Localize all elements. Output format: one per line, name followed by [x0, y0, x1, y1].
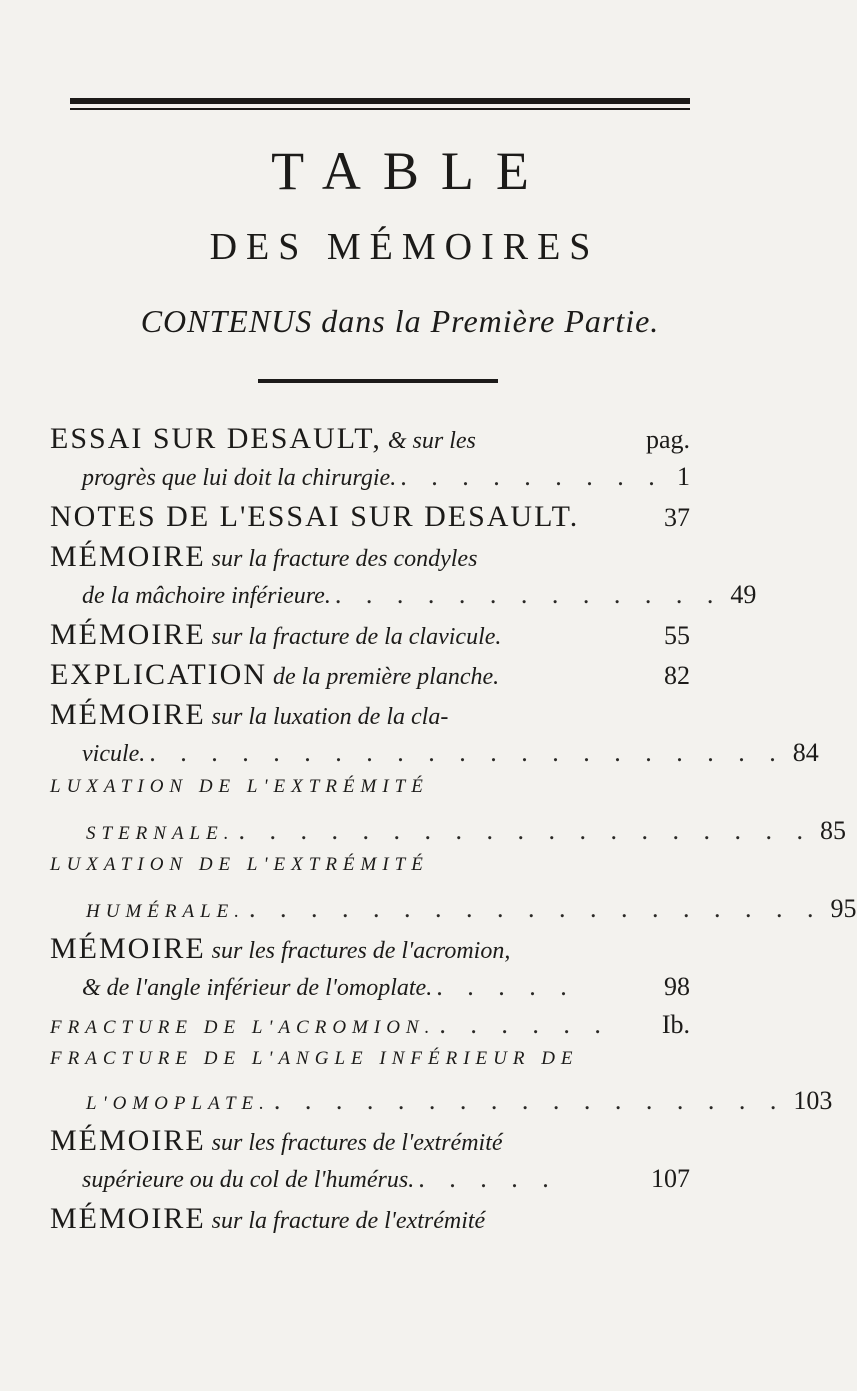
- entry-heading: LUXATION DE L'EXTRÉMITÉ: [50, 776, 429, 797]
- entry-text: sur les fractures de l'extrémité: [211, 1130, 503, 1156]
- leader-dots: . . . . . . . . . . . . . . . . . . .: [249, 894, 823, 923]
- page-subtitle: DES MÉMOIRES: [209, 226, 600, 268]
- entry-text: de la mâchoire inférieure.: [82, 583, 331, 609]
- page-label: pag.: [645, 425, 690, 454]
- toc-entry: [50, 500, 690, 540]
- leader-dots: . . . . . . . . .: [400, 462, 664, 491]
- page-number: 1: [677, 462, 690, 491]
- entry-text: sur la fracture de la clavicule.: [211, 624, 502, 650]
- leader-dots: . . . . . . . . . . . . . . . . . . . . .: [149, 738, 785, 767]
- short-divider-rule: [258, 379, 498, 383]
- entry-heading: FRACTURE DE L'ACROMION.: [50, 1017, 436, 1038]
- page-number: 37: [664, 503, 690, 532]
- entry-heading: MÉMOIRE: [50, 1124, 206, 1157]
- leader-dots: . . . . . .: [439, 1010, 610, 1039]
- leader-dots: . . . . .: [436, 972, 576, 1001]
- toc-entry: [50, 738, 819, 776]
- entry-text: & sur les: [387, 428, 476, 454]
- toc-entry: [50, 1048, 690, 1086]
- entry-text: progrès que lui doit la chirurgie.: [82, 465, 397, 491]
- toc-entry: [50, 1164, 690, 1202]
- page-number: 85: [819, 816, 846, 845]
- entry-text: sur la fracture de l'extrémité: [211, 1208, 486, 1234]
- page-number: 82: [664, 661, 690, 690]
- leader-dots: . . . . . . . . . . . . . . . . .: [273, 1086, 786, 1115]
- entry-heading: ESSAI SUR DESAULT,: [50, 422, 382, 455]
- entry-heading: MÉMOIRE: [50, 1202, 206, 1235]
- entry-heading: MÉMOIRE: [50, 540, 206, 573]
- toc-entry: [50, 854, 690, 894]
- toc-entry: [50, 1086, 833, 1124]
- page-number: 107: [651, 1164, 690, 1193]
- toc-entry: [50, 618, 690, 658]
- entry-heading: MÉMOIRE: [50, 932, 206, 965]
- toc-entry: [50, 658, 690, 698]
- toc-entry: [50, 540, 690, 580]
- entry-text: supérieure ou du col de l'humérus.: [82, 1167, 415, 1193]
- toc-entry: [50, 1124, 690, 1164]
- entry-heading: L'OMOPLATE.: [86, 1093, 270, 1114]
- top-double-rule: [70, 98, 690, 110]
- toc-entry: [50, 1010, 690, 1048]
- toc-entry: [50, 580, 757, 618]
- entry-heading: STERNALE.: [86, 823, 235, 844]
- page-number: Ib.: [661, 1010, 690, 1039]
- page-number: 84: [792, 738, 819, 767]
- entry-heading: MÉMOIRE: [50, 618, 206, 651]
- entry-text: & de l'angle inférieur de l'omoplate.: [82, 975, 433, 1001]
- top-rule-thin: [70, 108, 690, 110]
- leader-dots: . . . . . . . . . . . . .: [334, 580, 723, 609]
- toc-entry: [50, 422, 690, 462]
- page-number: 103: [793, 1086, 833, 1115]
- entry-heading: LUXATION DE L'EXTRÉMITÉ: [50, 854, 429, 875]
- toc-entry: [50, 894, 857, 932]
- page-title: TABLE: [271, 141, 551, 201]
- contents-list: [50, 422, 857, 1242]
- entry-text: sur les fractures de l'acromion,: [211, 938, 511, 964]
- entry-heading: EXPLICATION: [50, 658, 267, 691]
- entry-heading: HUMÉRALE.: [86, 901, 246, 922]
- entry-text: de la première planche.: [273, 664, 500, 690]
- entry-text: sur la luxation de la cla-: [211, 704, 449, 730]
- toc-entry: [50, 972, 690, 1010]
- toc-entry: [50, 698, 690, 738]
- entry-heading: NOTES DE L'ESSAI SUR DESAULT.: [50, 500, 580, 533]
- page-number: 55: [664, 621, 690, 650]
- entry-heading: FRACTURE DE L'ANGLE INFÉRIEUR DE: [50, 1048, 579, 1069]
- page-number: 98: [664, 972, 690, 1001]
- toc-entry: [50, 462, 690, 500]
- toc-entry: [50, 932, 690, 972]
- leader-dots: . . . . .: [418, 1164, 558, 1193]
- page-number: 95: [830, 894, 857, 923]
- toc-entry: [50, 776, 690, 816]
- entry-heading: MÉMOIRE: [50, 698, 206, 731]
- toc-entry: [50, 1202, 690, 1242]
- entry-text: vicule.: [82, 741, 146, 767]
- leader-dots: . . . . . . . . . . . . . . . . . . .: [238, 816, 812, 845]
- page-number: 49: [730, 580, 757, 609]
- entry-text: sur la fracture des condyles: [211, 546, 478, 572]
- toc-entry: [50, 816, 846, 854]
- top-rule-thick: [70, 98, 690, 104]
- part-heading: CONTENUS dans la Première Partie.: [140, 303, 660, 339]
